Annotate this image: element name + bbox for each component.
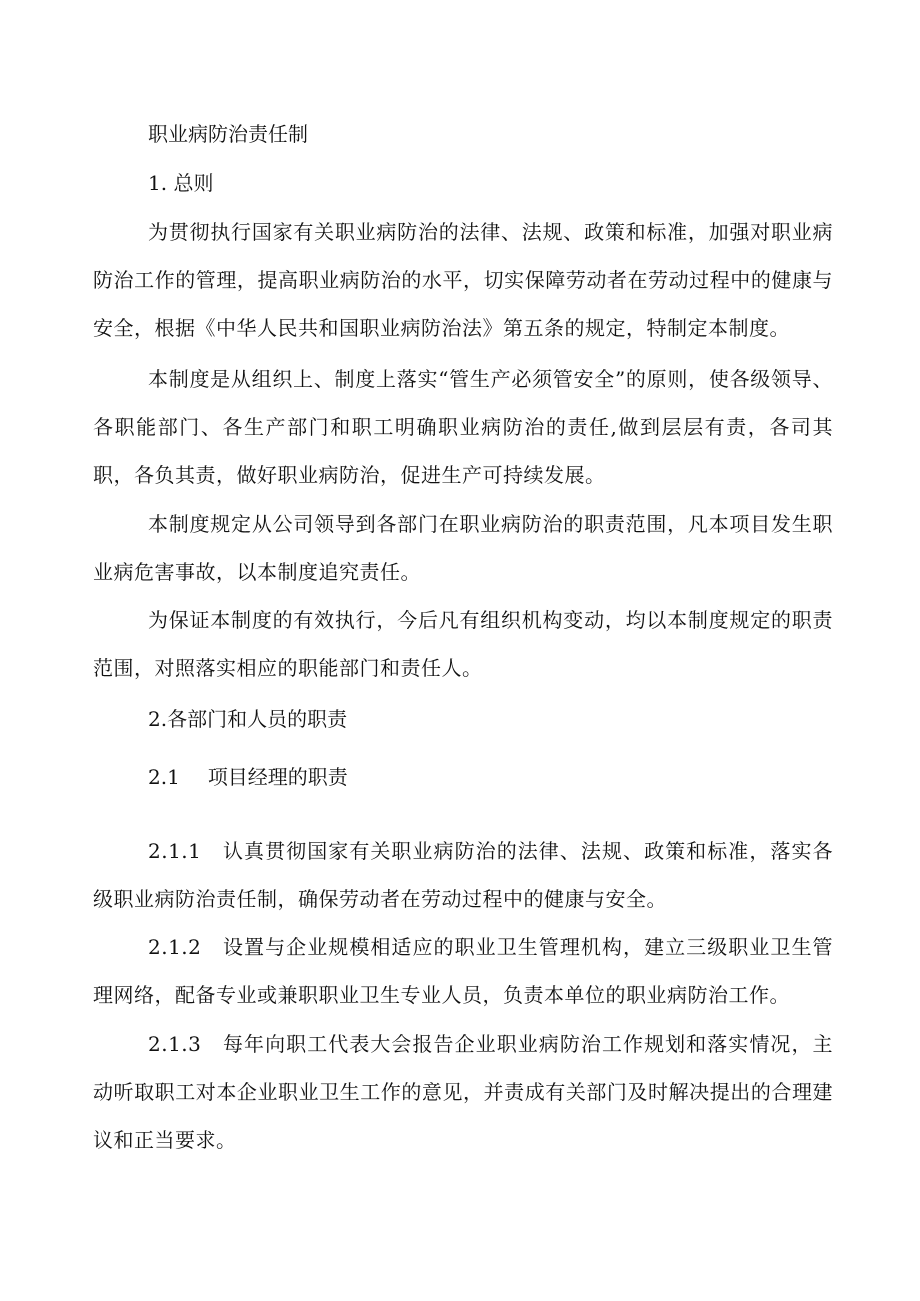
subsection-2-1-title: 项目经理的职责: [207, 765, 348, 789]
paragraph-execution: 为保证本制度的有效执行，今后凡有组织机构变动，均以本制度规定的职责范围，对照落实相应的职能部门和责任人。: [93, 608, 833, 680]
item-2-1-1: 2.1.1 认真贯彻国家有关职业病防治的法律、法规、政策和标准，落实各级职业病防治责任制，确保劳动者在劳动过程中的健康与安全。: [93, 839, 833, 911]
item-2-1-2: 2.1.2 设置与企业规模相适应的职业卫生管理机构，建立三级职业卫生管理网络，配备专业或兼职职业卫生专业人员，负责本单位的职业病防治工作。: [93, 935, 833, 1007]
subsection-2-1-number: 2.1: [148, 765, 180, 789]
section-1-heading: 1. 总则: [148, 171, 214, 195]
subsection-2-1-heading: [148, 753, 348, 801]
document-title: 职业病防治责任制: [148, 122, 308, 146]
paragraph-purpose: 为贯彻执行国家有关职业病防治的法律、法规、政策和标准，加强对职业病防治工作的管理，提高职业病防治的水平，切实保障劳动者在劳动过程中的健康与安全，根据《中华人民共和国职业病防治法》第五条的规定，特制定本制度。: [93, 220, 833, 340]
paragraph-principle: 本制度是从组织上、制度上落实“管生产必须管安全”的原则，使各级领导、各职能部门、各生产部门和职工明确职业病防治的责任,做到层层有责，各司其职，各负其责，做好职业病防治，促进生产可持续发展。: [93, 367, 833, 487]
section-2-heading: 2.各部门和人员的职责: [148, 707, 348, 731]
paragraph-scope: 本制度规定从公司领导到各部门在职业病防治的职责范围，凡本项目发生职业病危害事故，以本制度追究责任。: [93, 512, 833, 584]
item-2-1-3: 2.1.3 每年向职工代表大会报告企业职业病防治工作规划和落实情况，主动听取职工对本企业职业卫生工作的意见，并责成有关部门及时解决提出的合理建议和正当要求。: [93, 1032, 833, 1152]
